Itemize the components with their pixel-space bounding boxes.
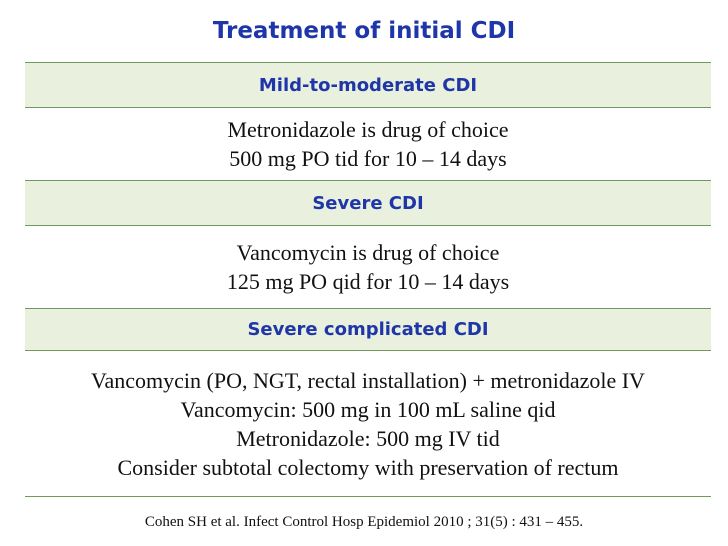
citation: Cohen SH et al. Infect Control Hosp Epidemiol 2010 ; 31(5) : 431 – 455. [144,514,584,530]
treatment-line: 125 mg PO qid for 10 – 14 days [226,269,510,294]
section-body-severe [25,226,711,309]
page-title: Treatment of initial CDI [212,18,516,44]
treatment-table [25,62,711,497]
treatment-line: 500 mg PO tid for 10 – 14 days [229,146,507,171]
section-body-severe-complicated [25,351,711,496]
section-body-mild-to-moderate [25,108,711,181]
treatment-line: Vancomycin: 500 mg in 100 mL saline qid [180,396,556,422]
treatment-line: Consider subtotal colectomy with preservation of rectum [117,454,619,480]
treatment-line: Vancomycin is drug of choice [236,240,500,265]
treatment-line: Metronidazole is drug of choice [227,117,509,142]
section-heading-severe: Severe CDI [25,181,711,226]
section-heading-mild-to-moderate: Mild-to-moderate CDI [25,63,711,108]
section-heading-severe-complicated: Severe complicated CDI [25,309,711,351]
treatment-line: Metronidazole: 500 mg IV tid [236,425,500,451]
treatment-line: Vancomycin (PO, NGT, rectal installation) + metronidazole IV [91,367,645,393]
